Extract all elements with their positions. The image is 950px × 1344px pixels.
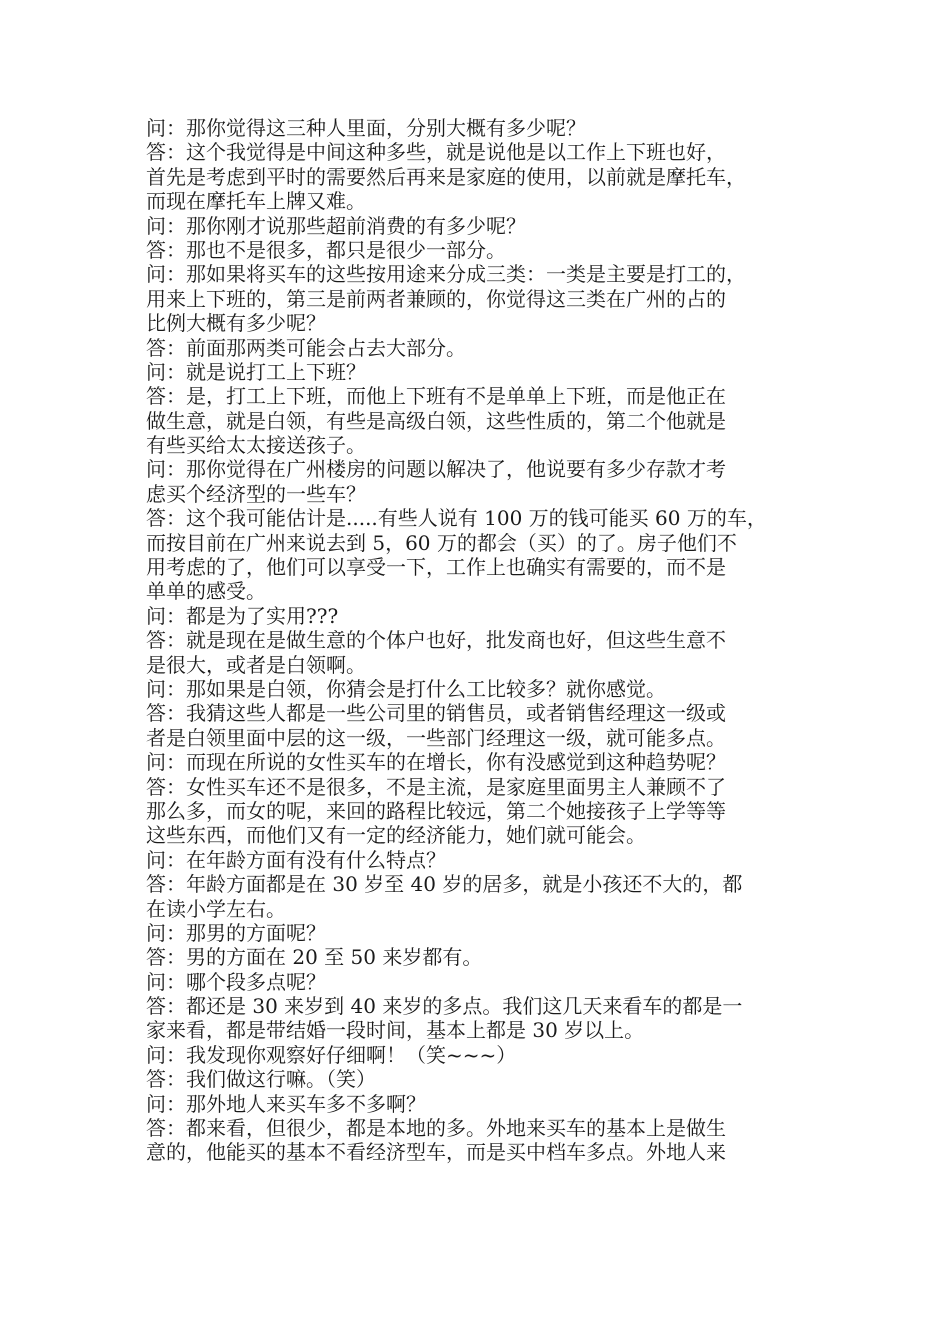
- text-line: 问：那你觉得在广州楼房的问题以解决了，他说要有多少存款才考: [146, 457, 726, 482]
- text-line: 做生意，就是白领，有些是高级白领，这些性质的，第二个他就是: [146, 408, 726, 433]
- text-line: 意的，他能买的基本不看经济型车，而是买中档车多点。外地人来: [146, 1140, 726, 1165]
- text-line: 答：我们做这行嘛。（笑）: [146, 1067, 376, 1092]
- text-line: 那么多，而女的呢，来回的路程比较远，第二个她接孩子上学等等: [146, 798, 726, 823]
- text-line: 问：我发现你观察好仔细啊！（笑~~~）: [146, 1042, 517, 1067]
- text-line: 单单的感受。: [146, 579, 266, 604]
- text-line: 而现在摩托车上牌又难。: [146, 189, 366, 214]
- text-line: 而按目前在广州来说去到 5，60 万的都会（买）的了。房子他们不: [146, 530, 737, 555]
- text-line: 答：是，打工上下班，而他上下班有不是单单上下班，而是他正在: [146, 384, 726, 409]
- text-line: 问：那男的方面呢？: [146, 920, 326, 945]
- text-line: 比例大概有多少呢？: [146, 311, 326, 336]
- text-line: 者是白领里面中层的这一级，一些部门经理这一级，就可能多点。: [146, 725, 726, 750]
- text-line: 问：那如果将买车的这些按用途来分成三类：一类是主要是打工的，: [146, 262, 746, 287]
- text-line: 家来看，都是带结婚一段时间，基本上都是 30 岁以上。: [146, 1018, 645, 1043]
- text-line: 答：那也不是很多，都只是很少一部分。: [146, 237, 506, 262]
- text-line: 答：年龄方面都是在 30 岁至 40 岁的居多，就是小孩还不大的，都: [146, 872, 743, 897]
- text-line: 答：就是现在是做生意的个体户也好，批发商也好，但这些生意不: [146, 628, 726, 653]
- text-line: 虑买个经济型的一些车？: [146, 481, 366, 506]
- text-line: 答：都还是 30 来岁到 40 来岁的多点。我们这几天来看车的都是一: [146, 994, 743, 1019]
- text-line: 问：那如果是白领，你猜会是打什么工比较多？就你感觉。: [146, 676, 666, 701]
- text-line: 首先是考虑到平时的需要然后再来是家庭的使用，以前就是摩托车，: [146, 164, 746, 189]
- text-line: 答：都来看，但很少，都是本地的多。外地来买车的基本上是做生: [146, 1116, 726, 1141]
- interview-transcript: [146, 116, 808, 1165]
- text-line: 用考虑的了，他们可以享受一下，工作上也确实有需要的，而不是: [146, 555, 726, 580]
- text-line: 问：那你觉得这三种人里面，分别大概有多少呢？: [146, 116, 586, 140]
- text-line: 用来上下班的，第三是前两者兼顾的，你觉得这三类在广州的占的: [146, 286, 726, 311]
- text-line: 这些东西，而他们又有一定的经济能力，她们就可能会。: [146, 823, 646, 848]
- text-line: 问：哪个段多点呢？: [146, 969, 326, 994]
- text-line: 问：就是说打工上下班？: [146, 359, 366, 384]
- text-line: 问：那你刚才说那些超前消费的有多少呢？: [146, 213, 526, 238]
- text-line: 有些买给太太接送孩子。: [146, 433, 366, 458]
- text-line: 答：男的方面在 20 至 50 来岁都有。: [146, 945, 483, 970]
- text-line: 答：我猜这些人都是一些公司里的销售员，或者销售经理这一级或: [146, 701, 726, 726]
- text-line: 答：前面那两类可能会占去大部分。: [146, 335, 466, 360]
- text-line: 在读小学左右。: [146, 896, 286, 921]
- text-line: 答：女性买车还不是很多，不是主流，是家庭里面男主人兼顾不了: [146, 774, 726, 799]
- text-line: 是很大，或者是白领啊。: [146, 652, 366, 677]
- text-line: 问：在年龄方面有没有什么特点？: [146, 847, 446, 872]
- text-line: 问：那外地人来买车多不多啊？: [146, 1091, 426, 1116]
- text-line: 答：这个我觉得是中间这种多些，就是说他是以工作上下班也好，: [146, 140, 726, 165]
- text-line: 问：都是为了实用???: [146, 603, 339, 628]
- text-line: 问：而现在所说的女性买车的在增长，你有没感觉到这种趋势呢？: [146, 750, 726, 775]
- text-line: 答：这个我可能估计是.....有些人说有 100 万的钱可能买 60 万的车，: [146, 506, 767, 531]
